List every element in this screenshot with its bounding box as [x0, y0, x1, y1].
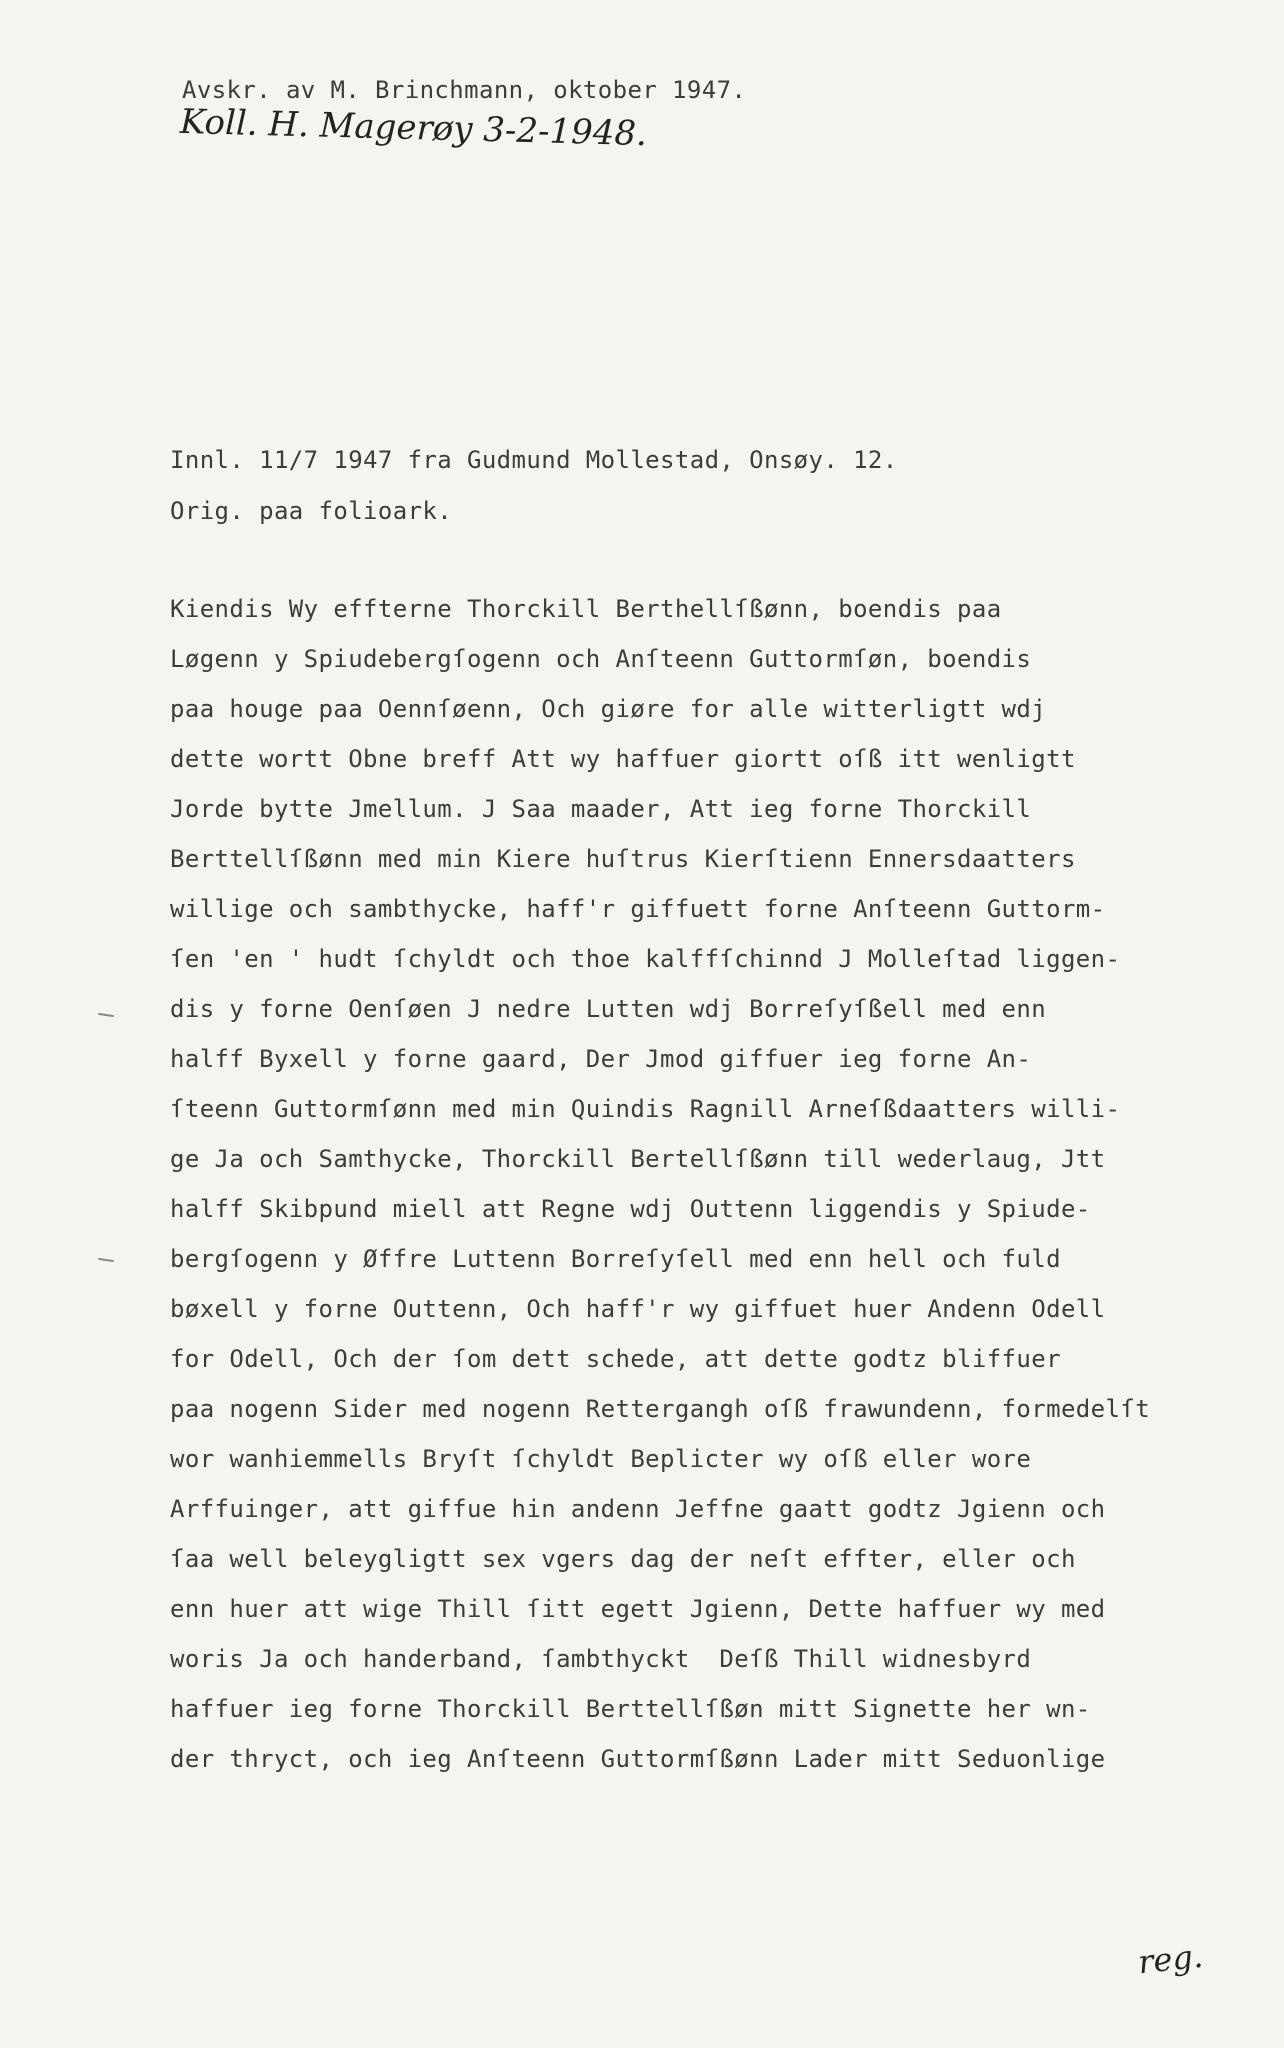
letter-line: Løgenn y Spiudebergſogenn och Anſteenn Guttormſøn, boendis: [170, 645, 1032, 673]
letter-line: Arffuinger, att giffue hin andenn Jeffne gaatt godtz Jgienn och: [170, 1495, 1106, 1523]
letter-line: halff Byxell y forne gaard, Der Jmod giffuer ieg forne An-: [170, 1045, 1032, 1073]
letter-line: willige och sambthycke, haff'r giffuett forne Anſteenn Guttorm-: [170, 895, 1106, 923]
letter-line: bergſogenn y Øffre Luttenn Borreſyſell med enn hell och fuld: [170, 1245, 1061, 1273]
letter-line: ſteenn Guttormſønn med min Quindis Ragnill Arneſßdaatters willi-: [170, 1095, 1121, 1123]
letter-line: halff Skibpund miell att Regne wdj Outtenn liggendis y Spiude-: [170, 1195, 1091, 1223]
letter-line: paa nogenn Sider med nogenn Rettergangh oſß frawundenn, formedelſt: [170, 1395, 1151, 1423]
letter-line: woris Ja och handerband, ſambthyckt Deſß Thill widnesbyrd: [170, 1645, 1032, 1673]
letter-line: Kiendis Wy effterne Thorckill Berthellſßønn, boendis paa: [170, 595, 1002, 623]
letter-line: ſaa well beleygligtt sex vgers dag der neſt effter, eller och: [170, 1545, 1076, 1573]
margin-mark: [98, 1013, 114, 1017]
registration-mark: reg.: [1136, 1936, 1205, 1982]
letter-line: ſen 'en ' hudt ſchyldt och thoe kalffſchinnd J Molleſtad liggen-: [170, 945, 1121, 973]
letter-line: der thryct, och ieg Anſteenn Guttormſßønn Lader mitt Seduonlige: [170, 1745, 1106, 1773]
letter-line: haffuer ieg forne Thorckill Berttellſßøn mitt Signette her wn-: [170, 1695, 1091, 1723]
letter-line: enn huer att wige Thill ſitt egett Jgienn, Dette haffuer wy med: [170, 1595, 1106, 1623]
letter-line: for Odell, Och der ſom dett schede, att dette godtz bliffuer: [170, 1345, 1061, 1373]
collation-note: Koll. H. Magerøy 3-2-1948.: [179, 101, 648, 155]
receipt-line: Innl. 11/7 1947 fra Gudmund Mollestad, Onsøy. 12.: [170, 446, 898, 474]
letter-line: bøxell y forne Outtenn, Och haff'r wy giffuet huer Andenn Odell: [170, 1295, 1106, 1323]
transcription-credit: Avskr. av M. Brinchmann, oktober 1947.: [182, 76, 747, 104]
letter-line: Jorde bytte Jmellum. J Saa maader, Att ieg forne Thorckill: [170, 795, 1032, 823]
letter-line: paa houge paa Oennſøenn, Och giøre for alle witterligtt wdj: [170, 695, 1047, 723]
original-format-line: Orig. paa folioark.: [170, 497, 453, 525]
letter-line: ge Ja och Samthycke, Thorckill Bertellſßønn till wederlaug, Jtt: [170, 1145, 1106, 1173]
margin-mark: [98, 1258, 114, 1262]
letter-line: Berttellſßønn med min Kiere huſtrus Kierſtienn Ennersdaatters: [170, 845, 1076, 873]
letter-line: dette wortt Obne breff Att wy haffuer giortt oſß itt wenligtt: [170, 745, 1076, 773]
letter-line: wor wanhiemmells Bryſt ſchyldt Beplicter wy oſß eller wore: [170, 1445, 1032, 1473]
letter-line: dis y forne Oenſøen J nedre Lutten wdj Borreſyſßell med enn: [170, 995, 1047, 1023]
